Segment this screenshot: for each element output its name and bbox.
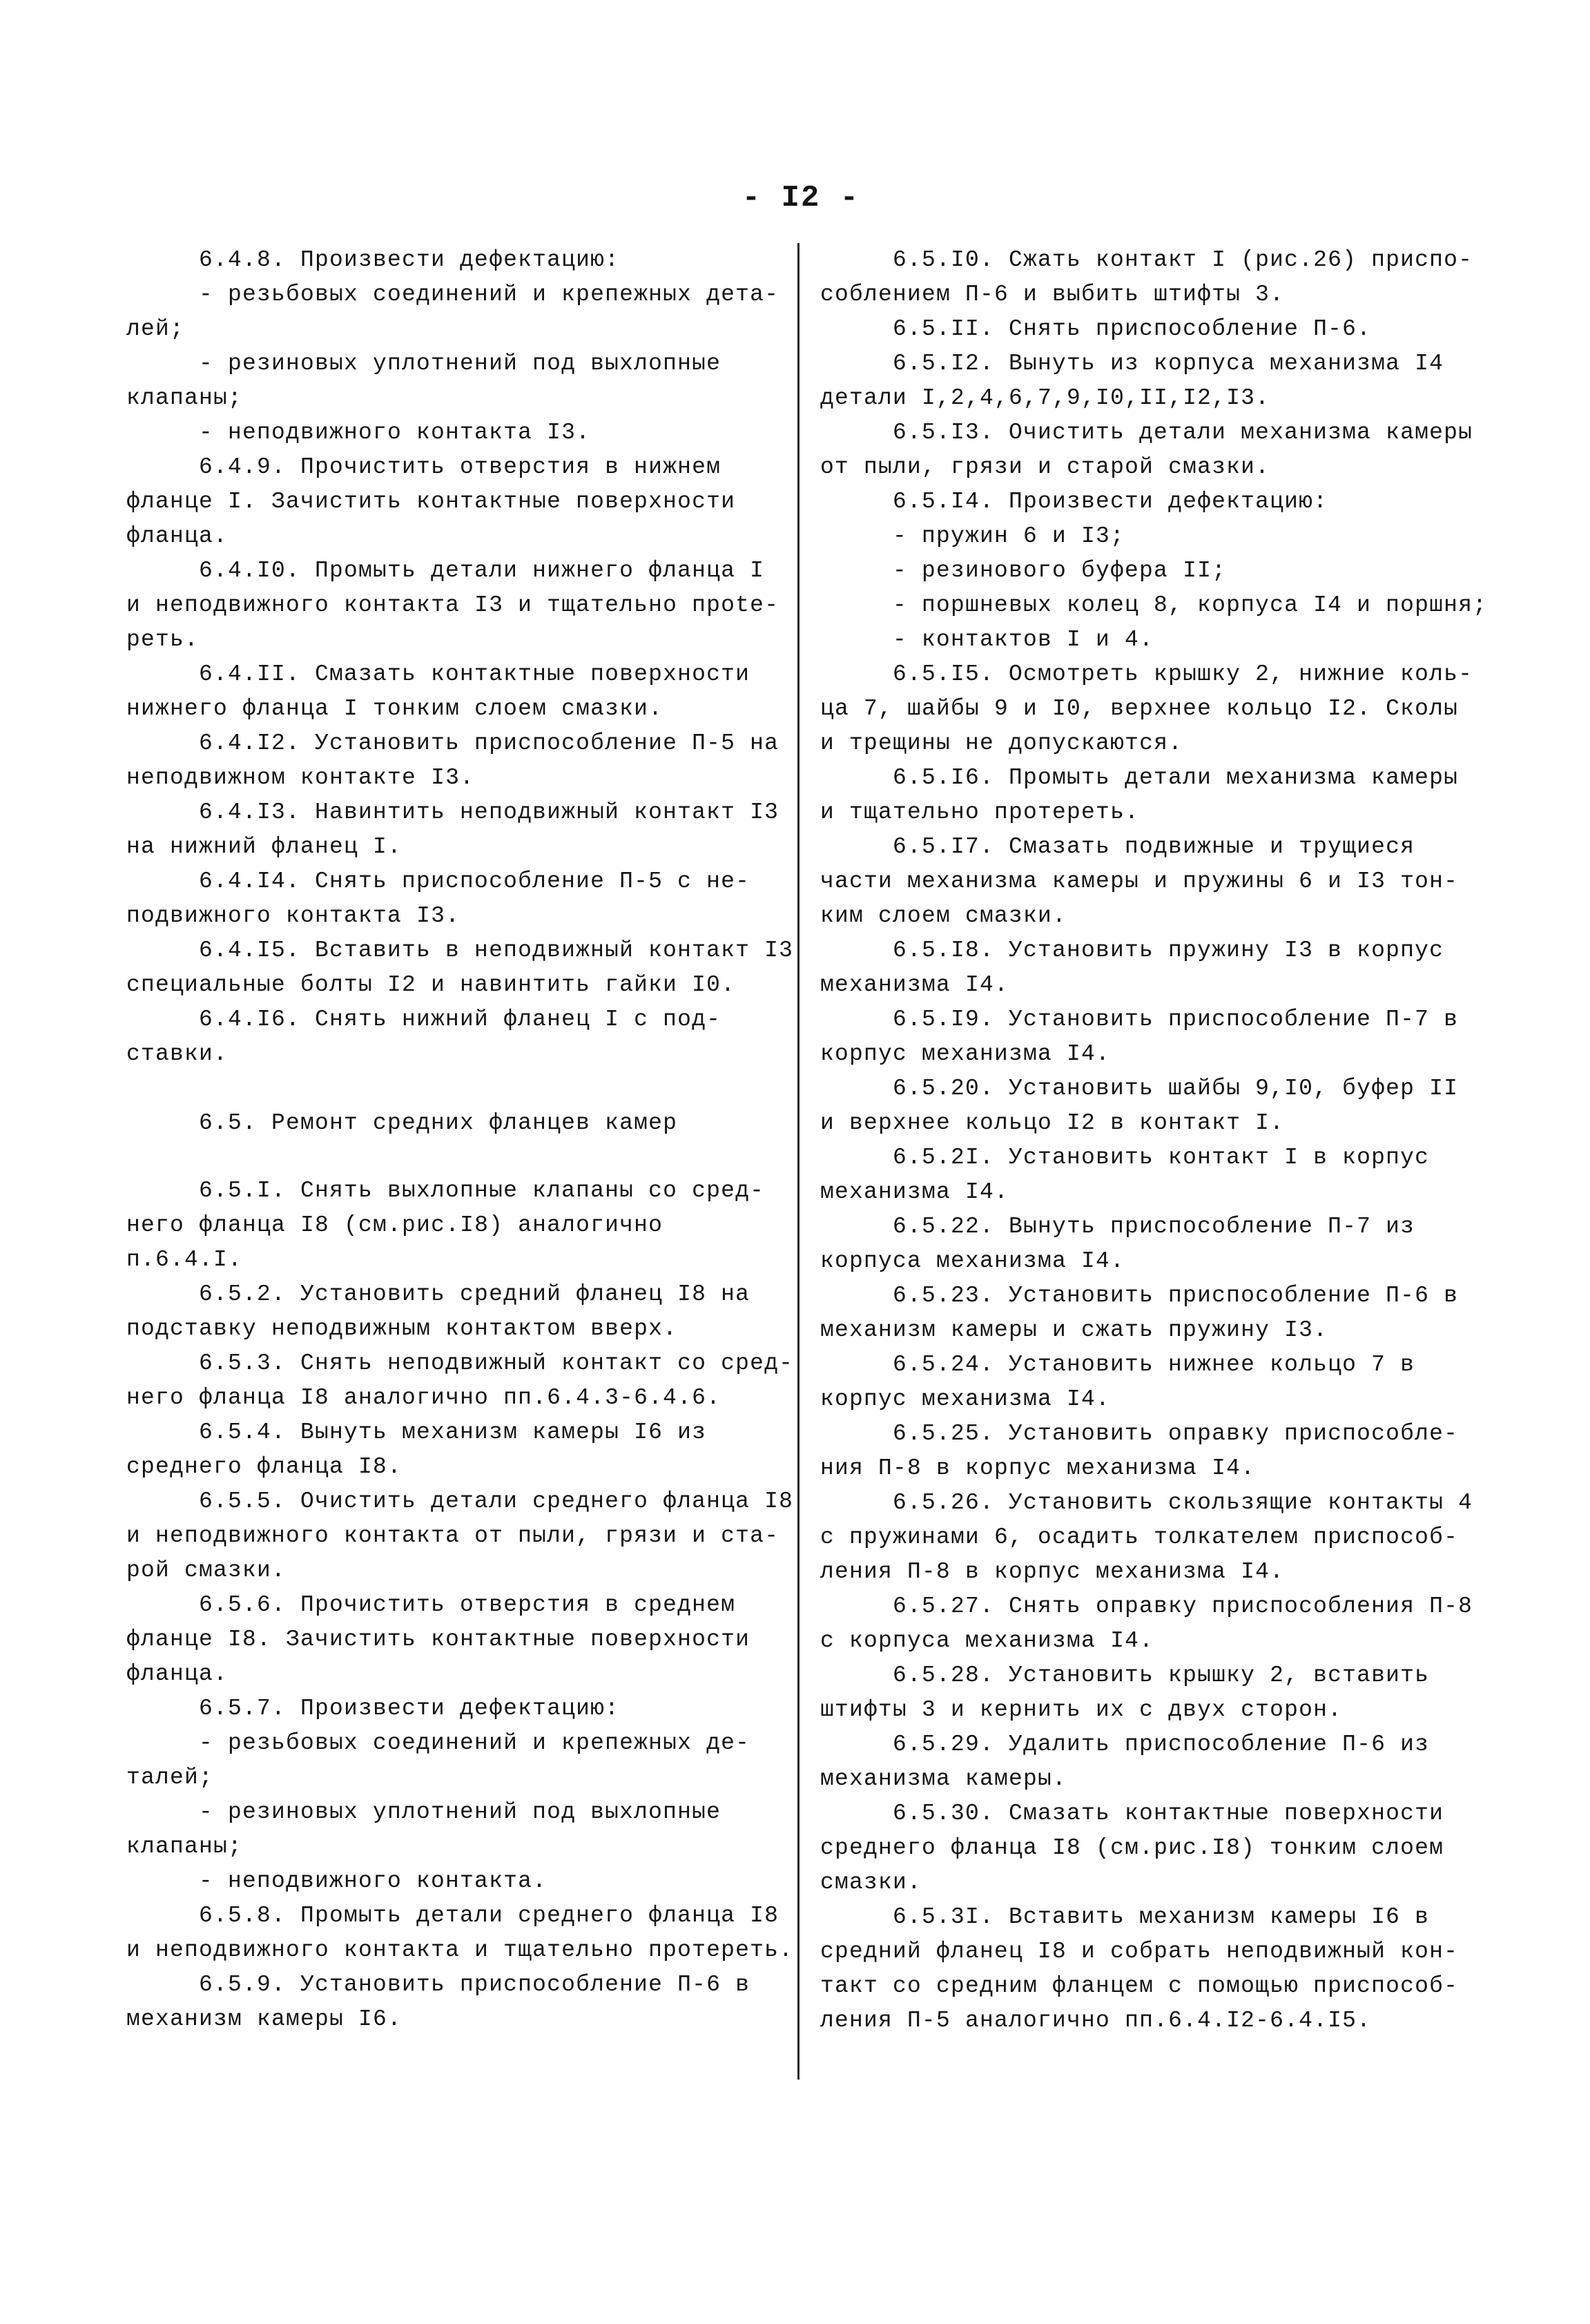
text-line: 6.5.I4. Произвести дефектацию: [893,489,1328,514]
left-column-upper [126,243,794,1072]
section-heading: 6.5. Ремонт средних фланцев камер [199,1110,678,1136]
text-line: 6.5.27. Снять оправку приспособления П-8 [893,1594,1473,1619]
text-line: 6.5.I3. Очистить детали механизма камеры [893,420,1473,445]
text-line: 6.5.5. Очистить детали среднего фланца I8 [199,1489,794,1514]
text-line: - пружин 6 и I3; [893,523,1125,549]
left-column [126,243,794,2037]
text-line: нижнего фланца I тонким слоем смазки. [126,696,663,722]
text-line: такт со средним фланцем с помощью приспособ- [820,1973,1459,1999]
text-line: 6.5.9. Установить приспособление П-6 в [199,1972,750,1997]
text-line: подвижного контакта I3. [126,903,460,929]
text-line: 6.5.3I. Вставить механизм камеры I6 в [893,1904,1430,1930]
text-line: п.6.4.I. [126,1247,243,1272]
text-line: ким слоем смазки. [820,903,1067,929]
text-line: на нижний фланец I. [126,834,403,860]
text-line: смазки. [820,1870,922,1895]
text-line: корпуса механизма I4. [820,1248,1125,1274]
text-line: 6.5.2. Установить средний фланец I8 на [199,1281,750,1307]
text-line: реть. [126,627,200,652]
text-line: - резьбовых соединений и крепежных де- [199,1730,750,1756]
text-line: 6.5.28. Установить крышку 2, вставить [893,1663,1430,1688]
text-line: 6.5.20. Установить шайбы 9,I0, буфер II [893,1076,1459,1101]
text-line: фланца. [126,1661,229,1687]
text-line: ления П-5 аналогично пп.6.4.I2-6.4.I5. [820,2008,1372,2033]
text-line: 6.5.25. Установить оправку приспособле- [893,1421,1459,1446]
text-line: корпус механизма I4. [820,1386,1111,1412]
text-line: и неподвижного контакта I3 и тщательно прote- [126,592,779,618]
text-line: среднего фланца I8. [126,1454,403,1480]
text-line: 6.4.I0. Промыть детали нижнего фланца I [199,558,765,583]
text-line: 6.5.8. Промыть детали среднего фланца I8 [199,1903,779,1928]
text-line: с пружинами 6, осадить толкателем приспособ- [820,1524,1459,1550]
text-line: 6.5.I6. Промыть детали механизма камеры [893,765,1459,791]
text-line: 6.5.I9. Установить приспособление П-7 в [893,1007,1459,1032]
text-line: 6.5.I8. Установить пружину I3 в корпус [893,938,1444,963]
text-line: механизм камеры I6. [126,2006,403,2032]
text-line: средний фланец I8 и собрать неподвижный кон- [820,1939,1459,1964]
text-line: - резиновых уплотнений под выхлопные [199,1799,721,1825]
text-line: 6.5.I7. Смазать подвижные и трущиеся [893,834,1415,860]
text-line: и неподвижного контакта от пыли, грязи и ста- [126,1523,779,1549]
text-line: 6.5.30. Смазать контактные поверхности [893,1801,1444,1826]
text-line: неподвижном контакте I3. [126,765,475,791]
text-line: 6.5.I0. Сжать контакт I (рис.26) приспо- [893,247,1473,273]
text-line: штифты 3 и кернить их с двух сторон. [820,1697,1343,1723]
text-line: ставки. [126,1041,229,1067]
text-line: 6.4.I4. Снять приспособление П-5 с не- [199,869,750,894]
column-divider [797,243,799,2080]
text-line: клапаны; [126,1834,243,1859]
text-line: - неподвижного контакта. [199,1868,547,1894]
text-line: механизма I4. [820,972,1009,998]
text-line: 6.4.I3. Навинтить неподвижный контакт I3 [199,800,779,825]
text-line: части механизма камеры и пружины 6 и I3 тон- [820,869,1459,894]
text-line: 6.4.I6. Снять нижний фланец I с под- [199,1007,721,1032]
page-number: - I2 - [741,181,860,215]
text-line: 6.5.7. Произвести дефектацию: [199,1696,620,1721]
text-line: 6.4.9. Прочистить отверстия в нижнем [199,454,721,480]
text-line: 6.5.I5. Осмотреть крышку 2, нижние коль- [893,661,1473,687]
text-line: специальные болты I2 и навинтить гайки I0. [126,972,736,998]
text-line: детали I,2,4,6,7,9,I0,II,I2,I3. [820,385,1270,411]
text-line: 6.5.I2. Вынуть из корпуса механизма I4 [893,351,1444,376]
text-line: - резинового буфера II; [893,558,1227,583]
text-line: - контактов I и 4. [893,627,1154,652]
text-line: 6.5.3. Снять неподвижный контакт со сред- [199,1350,794,1376]
text-line: него фланца I8 аналогично пп.6.4.3-6.4.6. [126,1385,721,1411]
text-line: 6.5.4. Вынуть механизм камеры I6 из [199,1420,707,1445]
text-line: 6.5.29. Удалить приспособление П-6 из [893,1732,1430,1757]
text-line: 6.5.24. Установить нижнее кольцо 7 в [893,1352,1415,1377]
text-line: лей; [126,316,185,342]
text-line: 6.5.26. Установить скользящие контакты 4 [893,1490,1473,1516]
text-line: соблением П-6 и выбить штифты 3. [820,282,1285,307]
text-line: механизм камеры и сжать пружину I3. [820,1317,1328,1343]
text-line: корпус механизма I4. [820,1041,1111,1067]
text-line: ца 7, шайбы 9 и I0, верхнее кольцо I2. Сколы [820,696,1459,722]
text-line: 6.5.22. Вынуть приспособление П-7 из [893,1214,1415,1239]
text-line: фланце I8. Зачистить контактные поверхности [126,1627,750,1652]
text-line: ления П-8 в корпус механизма I4. [820,1559,1285,1585]
section-heading-block [126,1106,768,1141]
text-line: и неподвижного контакта и тщательно протереть. [126,1937,794,1963]
text-line: 6.5.2I. Установить контакт I в корпус [893,1145,1430,1170]
text-line: и верхнее кольцо I2 в контакт I. [820,1110,1285,1136]
text-line: рой смазки. [126,1558,287,1583]
text-line: ния П-8 в корпус механизма I4. [820,1455,1256,1481]
text-line: подставку неподвижным контактом вверх. [126,1316,678,1342]
text-line: фланце I. Зачистить контактные поверхности [126,489,736,514]
text-line: 6.5.II. Снять приспособление П-6. [893,316,1372,342]
text-line: от пыли, грязи и старой смазки. [820,454,1270,480]
text-line: и тщательно протереть. [820,800,1140,825]
text-line: 6.4.II. Смазать контактные поверхности [199,661,750,687]
text-line: 6.4.8. Произвести дефектацию: [199,247,620,273]
text-line: и трещины не допускаются. [820,730,1183,756]
text-line: 6.5.6. Прочистить отверстия в среднем [199,1592,736,1618]
text-line: 6.5.23. Установить приспособление П-6 в [893,1283,1459,1308]
text-line: - резьбовых соединений и крепежных дета- [199,282,779,307]
text-line: среднего фланца I8 (см.рис.I8) тонким слоем [820,1835,1444,1861]
text-line: 6.5.I. Снять выхлопные клапаны со сред- [199,1178,765,1203]
text-line: с корпуса механизма I4. [820,1628,1154,1654]
text-line: 6.4.I5. Вставить в неподвижный контакт I3 [199,938,794,963]
text-line: - поршневых колец 8, корпуса I4 и поршня; [893,592,1488,618]
text-line: фланца. [126,523,229,549]
text-line: талей; [126,1765,214,1790]
text-line: 6.4.I2. Установить приспособление П-5 на [199,730,779,756]
text-line: - резиновых уплотнений под выхлопные [199,351,721,376]
left-column-lower [126,1174,794,2037]
text-line: клапаны; [126,385,243,411]
right-column [820,243,1488,2038]
text-line: - неподвижного контакта I3. [199,420,591,445]
text-line: механизма камеры. [820,1766,1067,1792]
text-line: него фланца I8 (см.рис.I8) аналогично [126,1212,663,1238]
text-line: механизма I4. [820,1179,1009,1205]
